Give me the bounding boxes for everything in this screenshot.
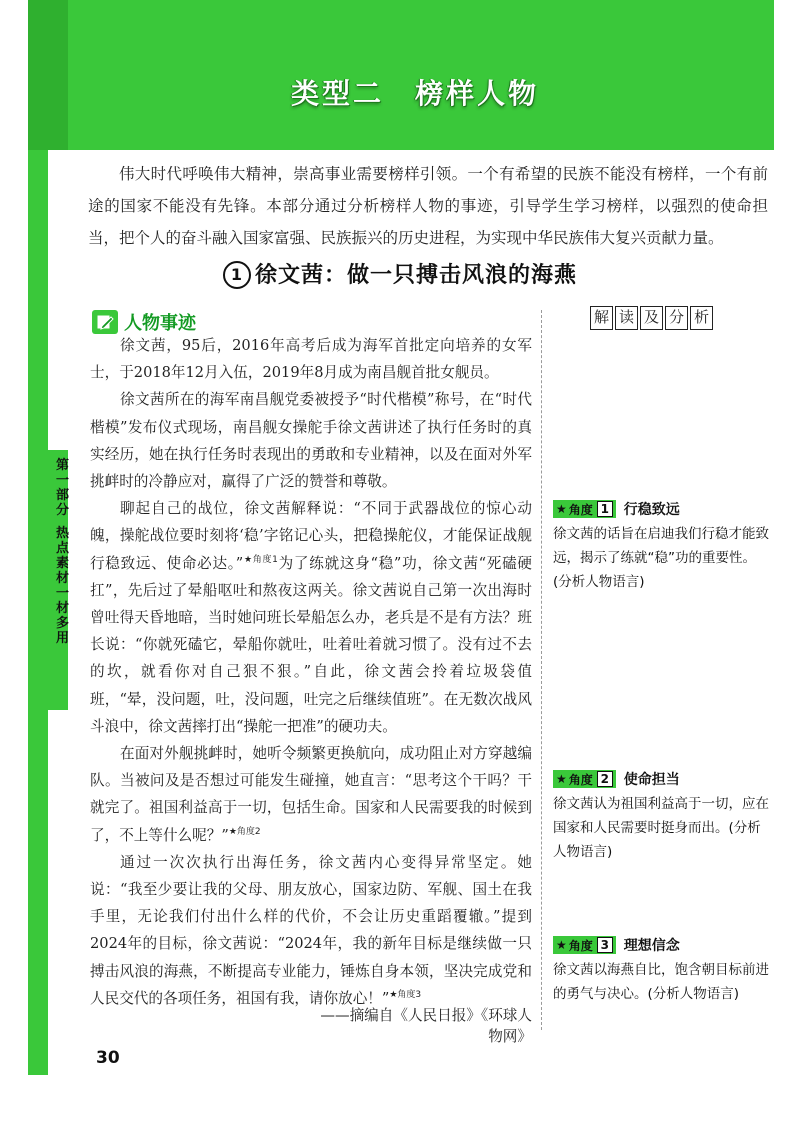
section-title-text: 徐文茜：做一只搏击风浪的海燕 <box>254 263 577 288</box>
badge-label: 角度 <box>568 772 593 787</box>
note-text: 徐文茜的话旨在启迪我们行稳才能致远，揭示了练就“稳”功的重要性。(分析人物语言) <box>553 526 769 590</box>
chapter-title: 类型二 榜样人物 <box>290 77 539 110</box>
analysis-label <box>590 306 715 330</box>
note-title: 理想信念 <box>623 938 680 954</box>
paragraph <box>90 495 532 740</box>
analysis-note-2 <box>553 768 773 864</box>
angle-marker-2: ★角度2 <box>228 826 261 837</box>
note-text: 徐文茜以海燕自比，饱含朝目标前进的勇气与决心。(分析人物语言) <box>553 962 769 1002</box>
analysis-char: 解 <box>590 306 613 330</box>
analysis-char: 分 <box>665 306 688 330</box>
angle-badge <box>553 500 616 518</box>
page-number: 30 <box>96 1048 120 1068</box>
angle-marker-3: ★角度3 <box>389 990 422 1001</box>
side-tab-part: 第一部分 <box>56 458 70 518</box>
paragraph-text: 为了练就这身“稳”功，徐文茜“死磕硬扛”，先后过了晕船呕吐和熬夜这两关。徐文茜说自己第一次出海时曾吐得天昏地暗，当时她问班长晕船怎么办，老兵是不是有方法？班长说：“你就死磕它，晕船你就吐，吐着吐着就习惯了。没有过不去的坎，就看你对自己狠不狠。”自此，徐文茜会拎着垃圾袋值班，“晕，没问题，吐，没问题，吐完之后继续值班”。在无数次战风斗浪中，徐文茜摔打出“操舵一把准”的硬功夫。 <box>90 554 533 735</box>
analysis-char: 析 <box>690 306 713 330</box>
badge-label: 角度 <box>568 938 593 953</box>
star-icon: ★ <box>556 938 567 952</box>
paragraph <box>90 849 532 1012</box>
angle-badge <box>553 770 616 788</box>
paragraph: 徐文茜，95后，2016年高考后成为海军首批定向培养的女军士，于2018年12月入伍，2019年8月成为南昌舰首批女舰员。 <box>90 337 532 382</box>
analysis-note-3 <box>553 934 773 1006</box>
note-title: 使命担当 <box>623 772 680 788</box>
side-tab-text <box>56 458 76 646</box>
side-tab-section: 热点素材一材多用 <box>56 526 70 646</box>
column-divider <box>541 310 542 1030</box>
analysis-char: 及 <box>640 306 663 330</box>
subheading-label: 人物事迹 <box>124 313 196 334</box>
source-citation: ——摘编自《人民日报》《环球人物网》 <box>320 1007 532 1045</box>
note-text: 徐文茜认为祖国利益高于一切，应在国家和人民需要时挺身而出。(分析人物语言) <box>553 796 769 860</box>
badge-number: 2 <box>597 771 613 787</box>
note-title: 行稳致远 <box>623 502 680 518</box>
badge-number: 1 <box>597 501 613 517</box>
paragraph: 徐文茜所在的海军南昌舰党委被授予“时代楷模”称号，在“时代楷模”发布仪式现场，南昌舰女操舵手徐文茜讲述了执行任务时的真实经历，她在执行任务时表现出的勇敢和专业精神，以及在面对外军挑衅时的冷静应对，赢得了广泛的赞誉和尊敬。 <box>90 391 532 491</box>
section-title <box>0 258 800 289</box>
badge-number: 3 <box>597 937 613 953</box>
star-icon: ★ <box>556 772 567 786</box>
paragraph-text: 通过一次次执行出海任务，徐文茜内心变得异常坚定。她说：“我至少要让我的父母、朋友放心，国家边防、军舰、国土在我手里，无论我们付出什么样的代价，不会让历史重蹈覆辙。”提到2024年的目标，徐文茜说：“2024年，我的新年目标是继续做一只搏击风浪的海燕，不断提高专业能力，锤炼自身本领，坚决完成党和人民交代的各项任务，祖国有我，请你放心！” <box>90 853 532 1007</box>
intro-paragraph: 伟大时代呼唤伟大精神，崇高事业需要榜样引领。一个有希望的民族不能没有榜样，一个有前途的国家不能没有先锋。本部分通过分析榜样人物的事迹，引导学生学习榜样，以强烈的使命担当，把个人的奋斗融入国家富强、民族振兴的历史进程，为实现中华民族伟大复兴贡献力量。 <box>88 165 768 247</box>
paragraph <box>90 740 532 849</box>
badge-label: 角度 <box>568 502 593 517</box>
pencil-icon <box>92 310 118 334</box>
analysis-char: 读 <box>615 306 638 330</box>
section-number: 1 <box>223 261 251 289</box>
article-body <box>90 332 532 1012</box>
star-icon: ★ <box>556 502 567 516</box>
angle-marker-1: ★角度1 <box>243 554 278 565</box>
angle-badge <box>553 936 616 954</box>
analysis-note-1 <box>553 498 773 594</box>
paragraph-text: 聊起自己的战位，徐文茜解释说：“不同于武器战位的惊心动魄，操舵战位要时刻将‘稳’字铭记心头，把稳操舵仪，才能保证战舰行稳致远、使命必达。” <box>90 500 532 572</box>
paragraph-text: 在面对外舰挑衅时，她听令频繁更换航向，成功阻止对方穿越编队。当被问及是否想过可能发生碰撞，她直言：“思考这个干吗？干就完了。祖国利益高于一切，包括生命。国家和人民需要我的时候到了，不上等什么呢？” <box>90 745 532 844</box>
